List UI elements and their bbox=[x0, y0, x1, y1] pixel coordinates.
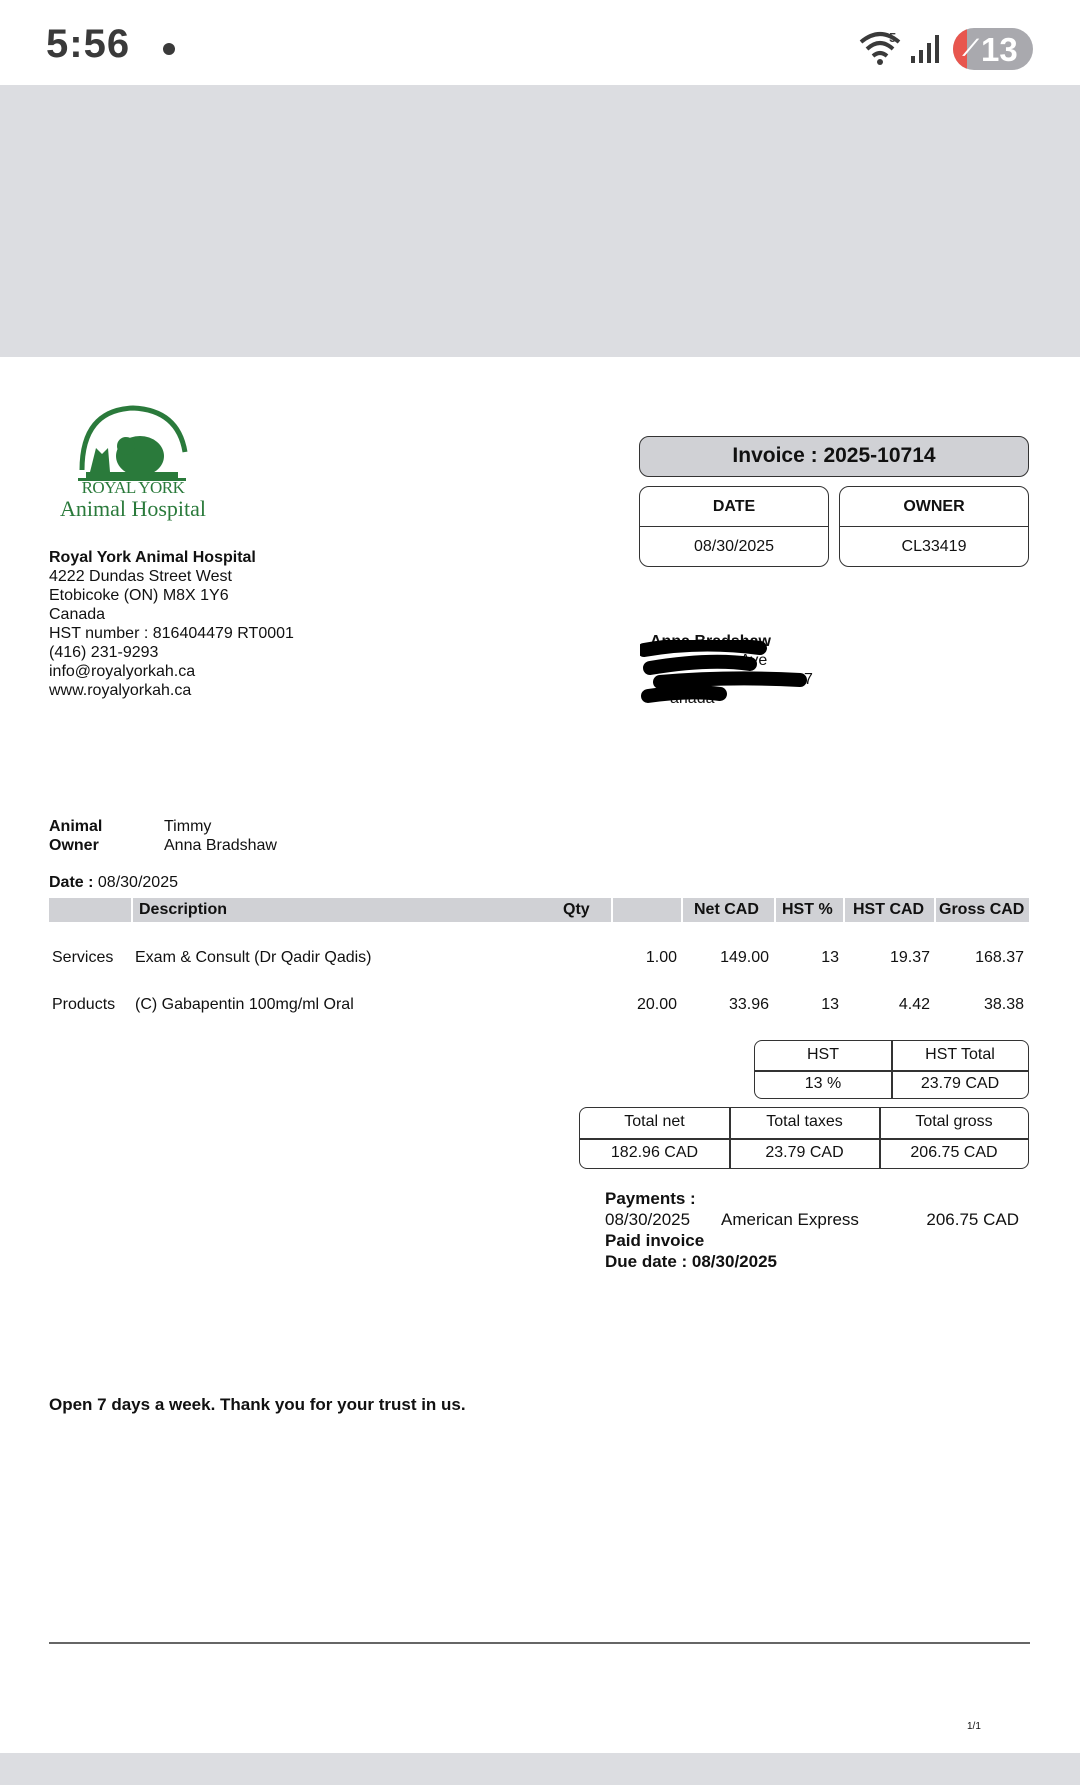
hst-summary-box bbox=[754, 1040, 1029, 1099]
due-date: Due date : 08/30/2025 bbox=[605, 1252, 777, 1271]
row-description: Exam & Consult (Dr Qadir Qadis) bbox=[135, 949, 372, 966]
hst-label: HST bbox=[807, 1046, 839, 1063]
total-gross-value: 206.75 CAD bbox=[910, 1144, 998, 1161]
hst-rate: 13 % bbox=[804, 1075, 842, 1092]
payments-section bbox=[605, 1188, 1025, 1272]
header-description: Description bbox=[139, 901, 228, 918]
row-hst: 19.37 bbox=[889, 949, 930, 966]
row-gross: 38.38 bbox=[983, 996, 1024, 1013]
clinic-name: Royal York Animal Hospital bbox=[49, 549, 256, 566]
clinic-hst: HST number : 816404479 RT0001 bbox=[49, 625, 294, 642]
row-net: 33.96 bbox=[728, 996, 769, 1013]
owner-name-label: Owner bbox=[49, 837, 99, 854]
animal-value: Timmy bbox=[164, 818, 212, 835]
row-hst-pct: 13 bbox=[821, 996, 839, 1013]
date-label: DATE bbox=[640, 487, 828, 527]
total-net-label: Total net bbox=[624, 1113, 685, 1130]
document-viewer-top-margin bbox=[0, 85, 1080, 357]
table-row bbox=[49, 993, 1029, 1017]
clinic-country: Canada bbox=[49, 606, 106, 623]
notification-dot bbox=[163, 43, 175, 55]
row-category: Services bbox=[52, 949, 114, 966]
row-qty: 1.00 bbox=[645, 949, 677, 966]
date-value: 08/30/2025 bbox=[693, 538, 775, 555]
patient-info bbox=[49, 817, 277, 855]
clinic-website: www.royalyorkah.ca bbox=[49, 682, 192, 699]
clinic-email: info@royalyorkah.ca bbox=[49, 663, 196, 680]
page-number: 1/1 bbox=[967, 1721, 981, 1732]
header-gross: Gross CAD bbox=[939, 901, 1025, 918]
redaction-scribble bbox=[640, 640, 820, 710]
total-net-value: 182.96 CAD bbox=[610, 1144, 699, 1161]
clinic-address bbox=[49, 548, 294, 700]
logo-line-2: Animal Hospital bbox=[59, 496, 207, 521]
visit-date-value: 08/30/2025 bbox=[97, 874, 178, 891]
visit-date bbox=[49, 874, 178, 892]
footer-message: Open 7 days a week. Thank you for your trust in us. bbox=[49, 1395, 466, 1414]
total-gross-label: Total gross bbox=[915, 1113, 993, 1130]
footer-divider bbox=[49, 1642, 1030, 1644]
totals-box bbox=[579, 1107, 1029, 1169]
clinic-street: 4222 Dundas Street West bbox=[49, 568, 232, 585]
row-hst: 4.42 bbox=[898, 996, 930, 1013]
owner-value: CL33419 bbox=[901, 538, 967, 555]
row-qty: 20.00 bbox=[636, 996, 677, 1013]
recipient-line-4: anada bbox=[670, 690, 715, 707]
hst-total-value: 23.79 CAD bbox=[920, 1075, 1000, 1092]
payment-date: 08/30/2025 bbox=[605, 1210, 691, 1229]
payment-amount: 206.75 CAD bbox=[926, 1210, 1019, 1229]
paid-status: Paid invoice bbox=[605, 1231, 705, 1250]
signal-icon bbox=[910, 32, 942, 64]
owner-label: OWNER bbox=[840, 487, 1028, 527]
status-bar bbox=[0, 0, 1080, 85]
wifi-badge: 5 bbox=[889, 30, 897, 45]
header-hst: HST CAD bbox=[853, 901, 925, 918]
charging-icon: ⟋ bbox=[963, 35, 979, 60]
date-box bbox=[639, 486, 829, 567]
payment-method: American Express bbox=[721, 1210, 859, 1229]
recipient-line-2: Ave bbox=[740, 652, 768, 669]
visit-date-label: Date : bbox=[49, 874, 94, 891]
invoice-title: Invoice : 2025-10714 bbox=[639, 436, 1029, 477]
header-dividers bbox=[49, 898, 1029, 922]
battery-percent: 13 bbox=[981, 31, 1018, 68]
owner-name-value: Anna Bradshaw bbox=[164, 837, 277, 854]
header-net: Net CAD bbox=[694, 901, 759, 918]
battery-icon bbox=[953, 28, 1033, 70]
row-net: 149.00 bbox=[720, 949, 769, 966]
total-taxes-value: 23.79 CAD bbox=[765, 1144, 844, 1161]
document-viewer-bottom-margin bbox=[0, 1753, 1080, 1785]
clinic-city: Etobicoke (ON) M8X 1Y6 bbox=[49, 587, 229, 604]
row-gross: 168.37 bbox=[975, 949, 1024, 966]
recipient-name: Anna Bradshaw bbox=[650, 633, 771, 650]
row-description: (C) Gabapentin 100mg/ml Oral bbox=[135, 996, 354, 1013]
table-row bbox=[49, 946, 1029, 970]
owner-box bbox=[839, 486, 1029, 567]
clinic-phone: (416) 231-9293 bbox=[49, 644, 159, 661]
payments-label: Payments : bbox=[605, 1189, 696, 1208]
clock: 5:56 bbox=[46, 22, 131, 66]
header-qty: Qty bbox=[563, 901, 590, 918]
logo-line-1: ROYAL YORK bbox=[81, 478, 185, 497]
animal-label: Animal bbox=[49, 818, 103, 835]
row-category: Products bbox=[52, 996, 116, 1013]
total-taxes-label: Total taxes bbox=[766, 1113, 843, 1130]
header-hst-pct: HST % bbox=[782, 901, 833, 918]
recipient-line-3: 7 bbox=[804, 671, 813, 688]
wifi-icon bbox=[858, 30, 904, 66]
hst-total-label: HST Total bbox=[925, 1046, 995, 1063]
row-hst-pct: 13 bbox=[821, 949, 839, 966]
